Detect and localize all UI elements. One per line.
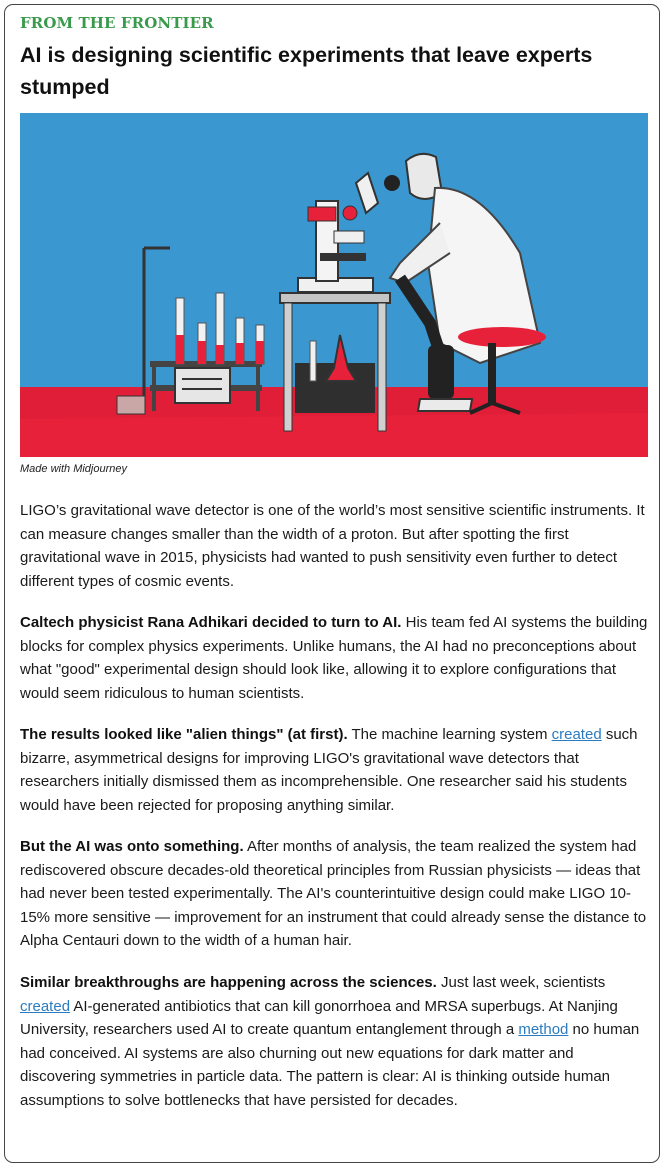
section-kicker: FROM THE FRONTIER [20,14,214,32]
method-link[interactable]: method [518,1021,569,1038]
created-link[interactable]: created [551,726,602,743]
paragraph-breakthroughs [20,971,650,1112]
paragraph-text: no human had conceived. AI systems are also churning out new equations for dark matter and discovering symmetries in particle data. The pattern is clear: AI is thinking outside human assumptions to solve bottlenecks that have persisted for decades. [20,1021,640,1109]
newsletter-card [4,4,660,1163]
antibiotics-created-link[interactable]: created [20,997,71,1015]
article-headline: AI is designing scientific experiments that leave experts stumped [20,43,593,99]
paragraph-lead: The results looked like "alien things" (at first). [20,726,348,743]
image-caption: Made with Midjourney [20,463,127,475]
paragraph-text: such bizarre, asymmetrical designs for improving LIGO's gravitational wave detectors that researchers initially dismissed them as incomprehensible. One researcher said his students would have been rejected for proposing anything similar. [20,726,638,814]
paragraph-onto-something [20,835,650,953]
paragraph-intro [20,499,650,593]
paragraph-lead: Caltech physicist Rana Adhikari decided to turn to AI. [20,614,402,631]
paragraph-text: Just last week, scientists [436,974,606,991]
paragraph-lead: But the AI was onto something. [20,838,244,855]
paragraph-text: LIGO’s gravitational wave detector is one of the world’s most sensitive scientific instruments. It can measure changes smaller than the width of a proton. But after spotting the first gravitational wave in 2015, physicists had wanted to push sensitivity even further to detect different types of cosmic events. [20,502,645,590]
paragraph-text: AI-generated antibiotics that can kill gonorrhoea and MRSA superbugs. At Nanjing University, researchers used AI to create quantum entanglement through a [20,997,618,1038]
paragraph-lead: Similar breakthroughs are happening across the sciences. [20,974,437,991]
paragraph-results [20,723,650,817]
hero-illustration [20,113,648,457]
paragraph-text: After months of analysis, the team realized the system had rediscovered obscure decades-old theoretical principles from Russian physicists — ideas that had never been tested experimentally. The AI's counterintuitive design could make LIGO 10-15% more sensitive — improvement for an instrument that could already sense the distance to Alpha Centauri down to the width of a human hair. [20,838,647,949]
paragraph-caltech [20,611,650,705]
paragraph-text: His team fed AI systems the building blocks for complex physics experiments. Unlike humans, the AI had no preconceptions about what "good" experimental design should look like, allowing it to explore configurations that would seem ridiculous to human scientists. [20,614,648,702]
paragraph-text: The machine learning system [347,726,552,743]
